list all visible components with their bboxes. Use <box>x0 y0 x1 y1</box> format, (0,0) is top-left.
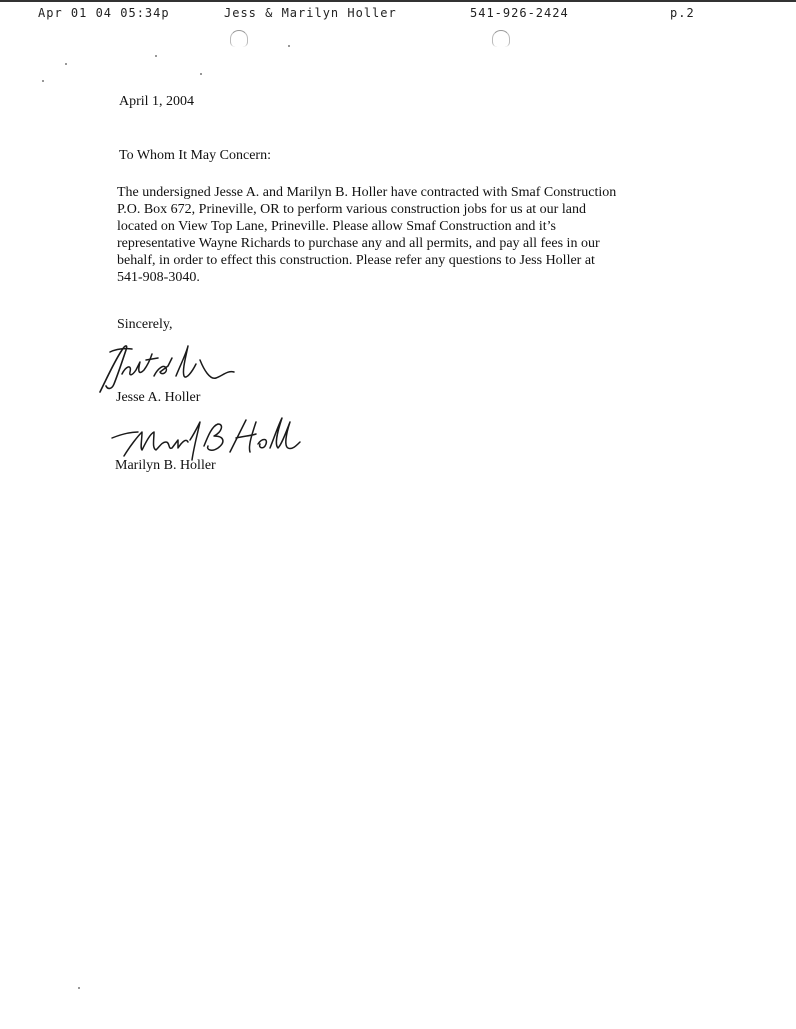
punch-hole-mark <box>492 30 510 47</box>
body-line: located on View Top Lane, Prineville. Please allow Smaf Construction and it’s <box>117 219 556 234</box>
fax-page-number: p.2 <box>670 6 695 20</box>
fax-phone: 541-926-2424 <box>470 6 569 20</box>
fax-header <box>0 0 796 24</box>
fax-datetime: Apr 01 04 05:34p <box>38 6 170 20</box>
scan-speck <box>200 73 202 75</box>
scan-speck <box>42 80 44 82</box>
letter-date: April 1, 2004 <box>119 94 195 109</box>
signer-name-jesse: Jesse A. Holler <box>116 390 201 405</box>
fax-sender: Jess & Marilyn Holler <box>224 6 397 20</box>
scan-speck <box>288 45 290 47</box>
body-line: The undersigned Jesse A. and Marilyn B. Holler have contracted with Smaf Construction <box>117 185 617 200</box>
scan-speck <box>155 55 157 57</box>
scan-speck <box>78 987 80 989</box>
salutation: To Whom It May Concern: <box>119 148 271 163</box>
closing: Sincerely, <box>117 317 173 332</box>
body-line: behalf, in order to effect this construction. Please refer any questions to Jess Holler at <box>117 253 595 268</box>
body-line: P.O. Box 672, Prineville, OR to perform various construction jobs for us at our land <box>117 202 586 217</box>
signature-jesse-icon <box>92 340 242 396</box>
signer-name-marilyn: Marilyn B. Holler <box>115 458 216 473</box>
letter-body <box>117 184 616 286</box>
scan-speck <box>65 63 67 65</box>
body-line: representative Wayne Richards to purchase any and all permits, and pay all fees in our <box>117 236 600 251</box>
body-line: 541-908-3040. <box>117 270 200 285</box>
punch-hole-mark <box>230 30 248 47</box>
